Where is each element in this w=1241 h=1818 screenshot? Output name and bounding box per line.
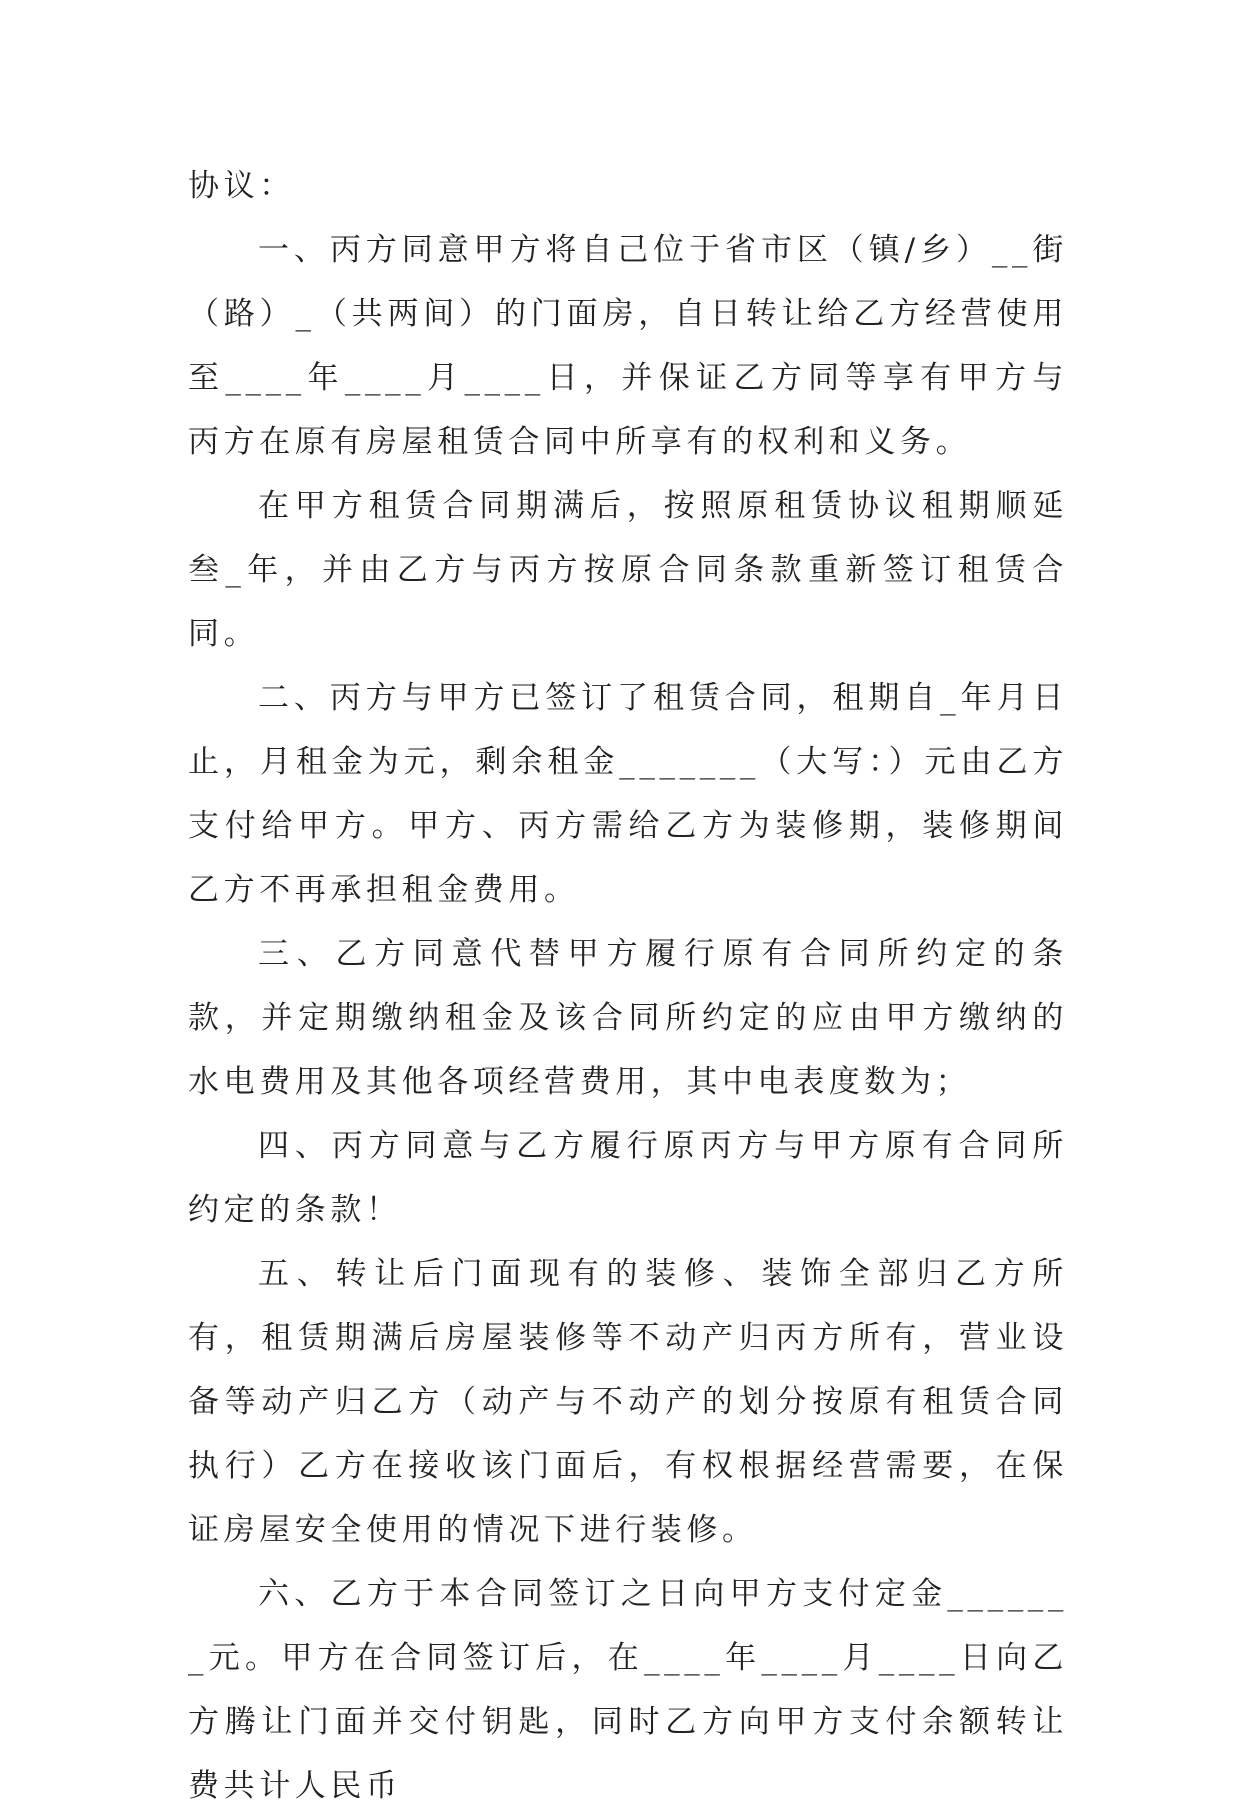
clause-1-paragraph: 一、丙方同意甲方将自己位于省市区（镇/乡）__街（路）_（共两间）的门面房，自日转让给乙方经营使用至____年____月____日，并保证乙方同等享有甲方与丙方在原有房屋租赁合同中所享有的权利和义务。: [188, 232, 1068, 460]
clause-6-paragraph: 六、乙方于本合同签订之日向甲方支付定金_______元。甲方在合同签订后，在____年____月____日向乙方腾让门面并交付钥匙，同时乙方向甲方支付余额转让费共计人民币: [188, 1576, 1068, 1804]
agreement-heading: 协议：: [188, 168, 295, 204]
clause-4-paragraph: 四、丙方同意与乙方履行原丙方与甲方原有合同所约定的条款！: [188, 1128, 1068, 1228]
clause-5-paragraph: 五、转让后门面现有的装修、装饰全部归乙方所有，租赁期满后房屋装修等不动产归丙方所有，营业设备等动产归乙方（动产与不动产的划分按原有租赁合同执行）乙方在接收该门面后，有权根据经营需要，在保证房屋安全使用的情况下进行装修。: [188, 1256, 1068, 1548]
lease-extension-paragraph: 在甲方租赁合同期满后，按照原租赁协议租期顺延叁_年，并由乙方与丙方按原合同条款重新签订租赁合同。: [188, 488, 1068, 652]
document-body: [188, 154, 1068, 1818]
clause-2-paragraph: 二、丙方与甲方已签订了租赁合同，租期自_年月日止，月租金为元，剩余租金_______（大写：）元由乙方支付给甲方。甲方、丙方需给乙方为装修期，装修期间乙方不再承担租金费用。: [188, 680, 1068, 908]
clause-3-paragraph: 三、乙方同意代替甲方履行原有合同所约定的条款，并定期缴纳租金及该合同所约定的应由甲方缴纳的水电费用及其他各项经营费用，其中电表度数为；: [188, 936, 1068, 1100]
